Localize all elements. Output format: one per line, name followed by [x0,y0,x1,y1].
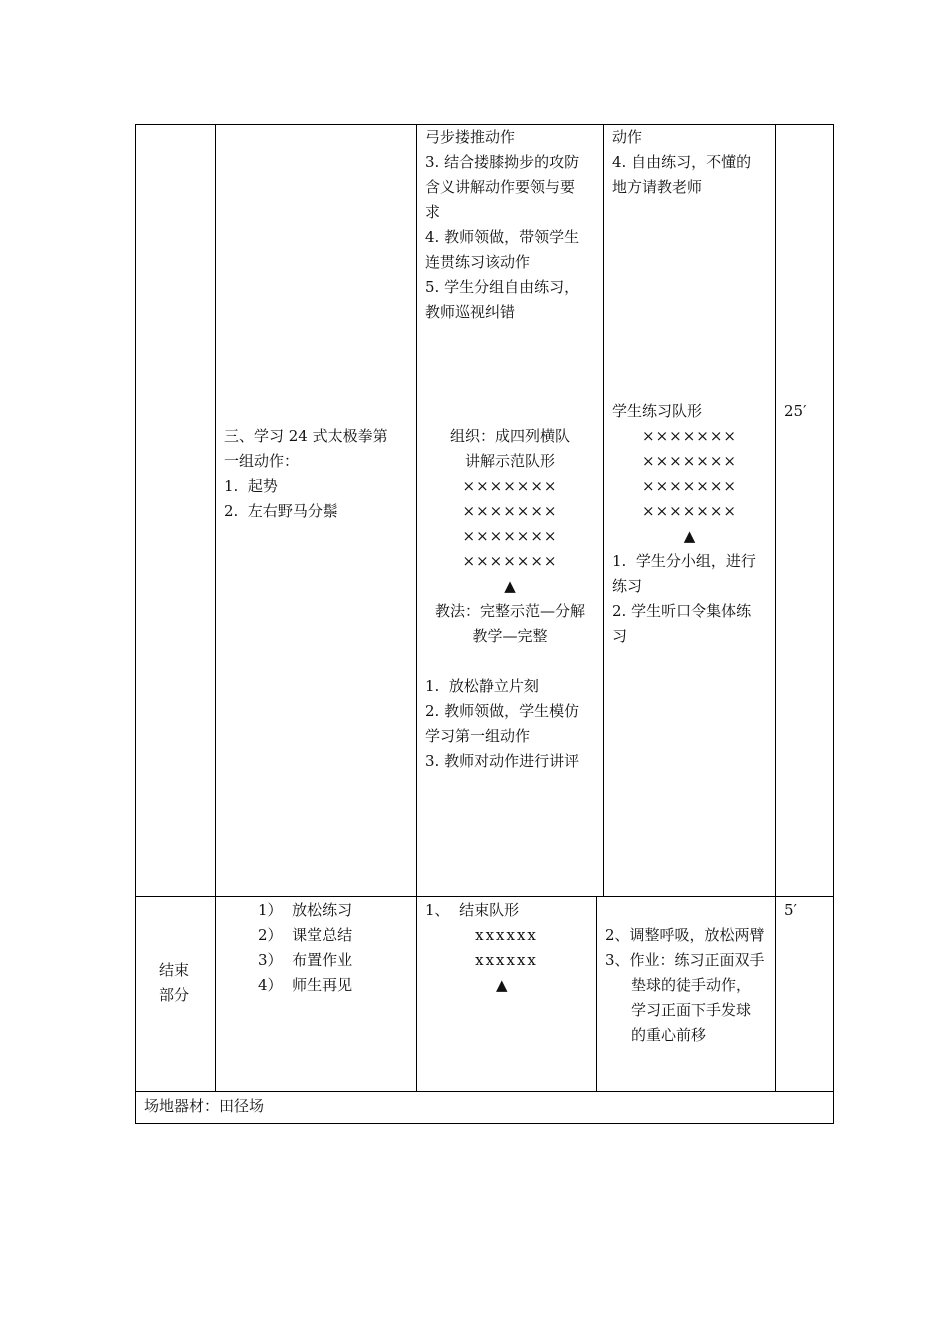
method-label-line-1: 教法：完整示范—分解 [434,602,585,620]
method-top-line-3: 含义讲解动作要领与要 [425,178,576,196]
org-title-line-2: 讲解示范队形 [464,452,555,470]
end-org-line: 1、 结束队形 [425,901,520,919]
end-content-line-1: 1） 放松练习 [258,901,353,919]
method-top-line-5: 4. 教师领做，带领学生 [425,228,580,246]
end-student-line-4: 学习正面下手发球 [631,1001,752,1019]
method-top-line-8: 教师巡视纠错 [425,303,516,321]
student-formation-row-1: ××××××× [642,427,737,445]
end-formation-row-2: xxxxxx [475,951,538,969]
content-line-1: 三、学习 24 式太极拳第 [224,427,388,445]
method-top-line-6: 连贯练习该动作 [425,253,531,271]
student-step-line-2: 练习 [612,577,643,595]
table-right-border [833,124,834,1124]
end-student-line-2: 3、作业：练习正面双手 [605,951,765,969]
student-top-line-2: 4. 自由练习，不懂的 [612,153,752,171]
content-line-3: 1. 起势 [224,477,278,495]
end-student-line-1: 2、调整呼吸，放松两臂 [605,926,765,944]
formation-row-2: ××××××× [462,502,558,520]
upper-time: 25′ [784,402,807,420]
student-step-line-3: 2. 学生听口令集体练 [612,602,752,620]
student-top-line-1: 动作 [612,128,643,146]
end-student-line-3: 垫球的徒手动作， [631,976,752,994]
method-top-line-2: 3. 结合搂膝拗步的攻防 [425,153,580,171]
formation-row-1: ××××××× [462,477,558,495]
student-formation-title: 学生练习队形 [612,402,703,420]
content-line-2: 一组动作： [224,452,300,470]
end-content-line-4: 4） 师生再见 [258,976,353,994]
content-line-4: 2. 左右野马分鬃 [224,502,338,520]
col-divider-3-lower [596,896,597,1092]
end-formation-row-1: xxxxxx [475,926,538,944]
method-top-line-7: 5. 学生分组自由练习， [425,278,580,296]
end-section-divider [135,896,834,897]
method-top-line-1: 弓步搂推动作 [425,128,516,146]
student-step-line-4: 习 [612,627,628,645]
footer-divider [135,1091,834,1092]
method-step-line-1: 1. 放松静立片刻 [425,677,539,695]
table-left-border [135,124,136,1124]
col-divider-1 [215,124,216,1092]
formation-row-4: ××××××× [462,552,558,570]
method-label-line-2: 教学—完整 [472,627,548,645]
end-section-label-1: 结束 [159,961,190,979]
end-time: 5′ [784,901,797,919]
end-section-label-2: 部分 [159,986,190,1004]
col-divider-4 [775,124,776,1092]
method-step-line-3: 学习第一组动作 [425,727,531,745]
student-step-line-1: 1. 学生分小组，进行 [612,552,756,570]
method-step-line-2: 2. 教师领做，学生模仿 [425,702,580,720]
end-content-line-3: 3） 布置作业 [258,951,353,969]
end-marker-icon: ▲ [496,976,508,994]
end-student-line-5: 的重心前移 [631,1026,707,1044]
formation-row-3: ××××××× [462,527,558,545]
table-bottom-border [135,1123,834,1124]
student-marker-icon: ▲ [683,527,696,545]
student-top-line-3: 地方请教老师 [612,178,703,196]
org-title-line-1: 组织：成四列横队 [449,427,570,445]
method-top-line-4: 求 [425,203,441,221]
method-step-line-4: 3. 教师对动作进行讲评 [425,752,580,770]
student-formation-row-4: ××××××× [642,502,737,520]
student-formation-row-2: ××××××× [642,452,737,470]
student-formation-row-3: ××××××× [642,477,737,495]
end-content-line-2: 2） 课堂总结 [258,926,353,944]
teacher-marker-icon: ▲ [504,577,516,595]
equipment-line: 场地器材：田径场 [144,1097,265,1115]
